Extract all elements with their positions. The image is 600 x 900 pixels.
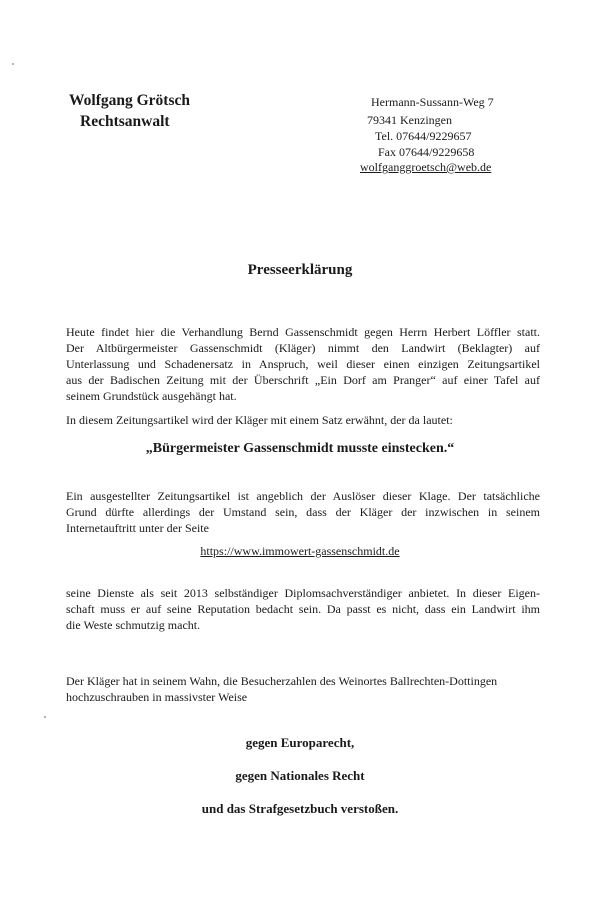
quoted-sentence: „Bürgermeister Gassenschmidt musste einstecken.“ (145, 441, 455, 456)
text-line: Internetauftritt unter der Seite (66, 521, 209, 535)
text-line: die Weste schmutzig macht. (66, 618, 201, 632)
text-line: In diesem Zeitungsartikel wird der Kläger mit einem Satz erwähnt, der da lautet: (66, 413, 453, 427)
paragraph-services (66, 585, 540, 633)
paragraph-reason (66, 488, 540, 536)
address-phone: Tel. 07644/9229657 (375, 129, 472, 143)
text-line: aus der Badischen Zeitung mit der Überschrift „Ein Dorf am Pranger“ auf einer Tafel auf (66, 373, 540, 387)
text-line: Unterlassung und Schadenersatz in Anspruch, weil dieser einen einzigen Zeitungsartikel (66, 357, 540, 371)
address-street: Hermann-Sussann-Weg 7 (371, 95, 494, 109)
address-email[interactable]: wolfganggroetsch@web.de (360, 160, 492, 174)
closing-line: und das Strafgesetzbuch verstoßen. (201, 801, 399, 816)
text-line: Grund dürfte allerdings der Umstand sein, dass der Kläger der inzwischen in seinem (66, 505, 540, 519)
address-fax: Fax 07644/9229658 (378, 145, 475, 159)
text-line: hochzuschrauben in massivster Weise (66, 690, 248, 704)
text-line: schaft muss er auf seine Reputation bedacht sein. Da passt es nicht, dass ein Landwirt ihm (66, 602, 540, 616)
text-line: seinem Grundstück ausgehängt hat. (66, 389, 237, 403)
closing-line: gegen Europarecht, (245, 735, 355, 750)
paragraph-quote-intro (66, 412, 540, 428)
text-line: Der Altbürgermeister Gassenschmidt (Kläger) nimmt den Landwirt (Beklagter) auf (66, 341, 540, 355)
text-line: Ein ausgestellter Zeitungsartikel ist angeblich der Auslöser dieser Klage. Der tatsächliche (66, 489, 540, 503)
scan-speck (12, 63, 14, 65)
address-city: 79341 Kenzingen (367, 113, 452, 127)
closing-line: gegen Nationales Recht (235, 768, 365, 783)
sender-title: Rechtsanwalt (80, 113, 170, 130)
website-link[interactable]: https://www.immowert-gassenschmidt.de (200, 544, 400, 558)
text-line: Heute findet hier die Verhandlung Bernd Gassenschmidt gegen Herrn Herbert Löffler statt. (66, 325, 540, 339)
paragraph-intro (66, 324, 540, 404)
scan-speck (44, 716, 46, 718)
paragraph-accusation (66, 673, 540, 705)
document-heading: Presseerklärung (247, 262, 353, 278)
sender-name: Wolfgang Grötsch (69, 92, 190, 109)
text-line: Der Kläger hat in seinem Wahn, die Besucherzahlen des Weinortes Ballrechten-Dottingen (66, 674, 498, 688)
text-line: seine Dienste als seit 2013 selbständiger Diplomsachverständiger anbietet. In dieser Eigen- (66, 586, 540, 600)
